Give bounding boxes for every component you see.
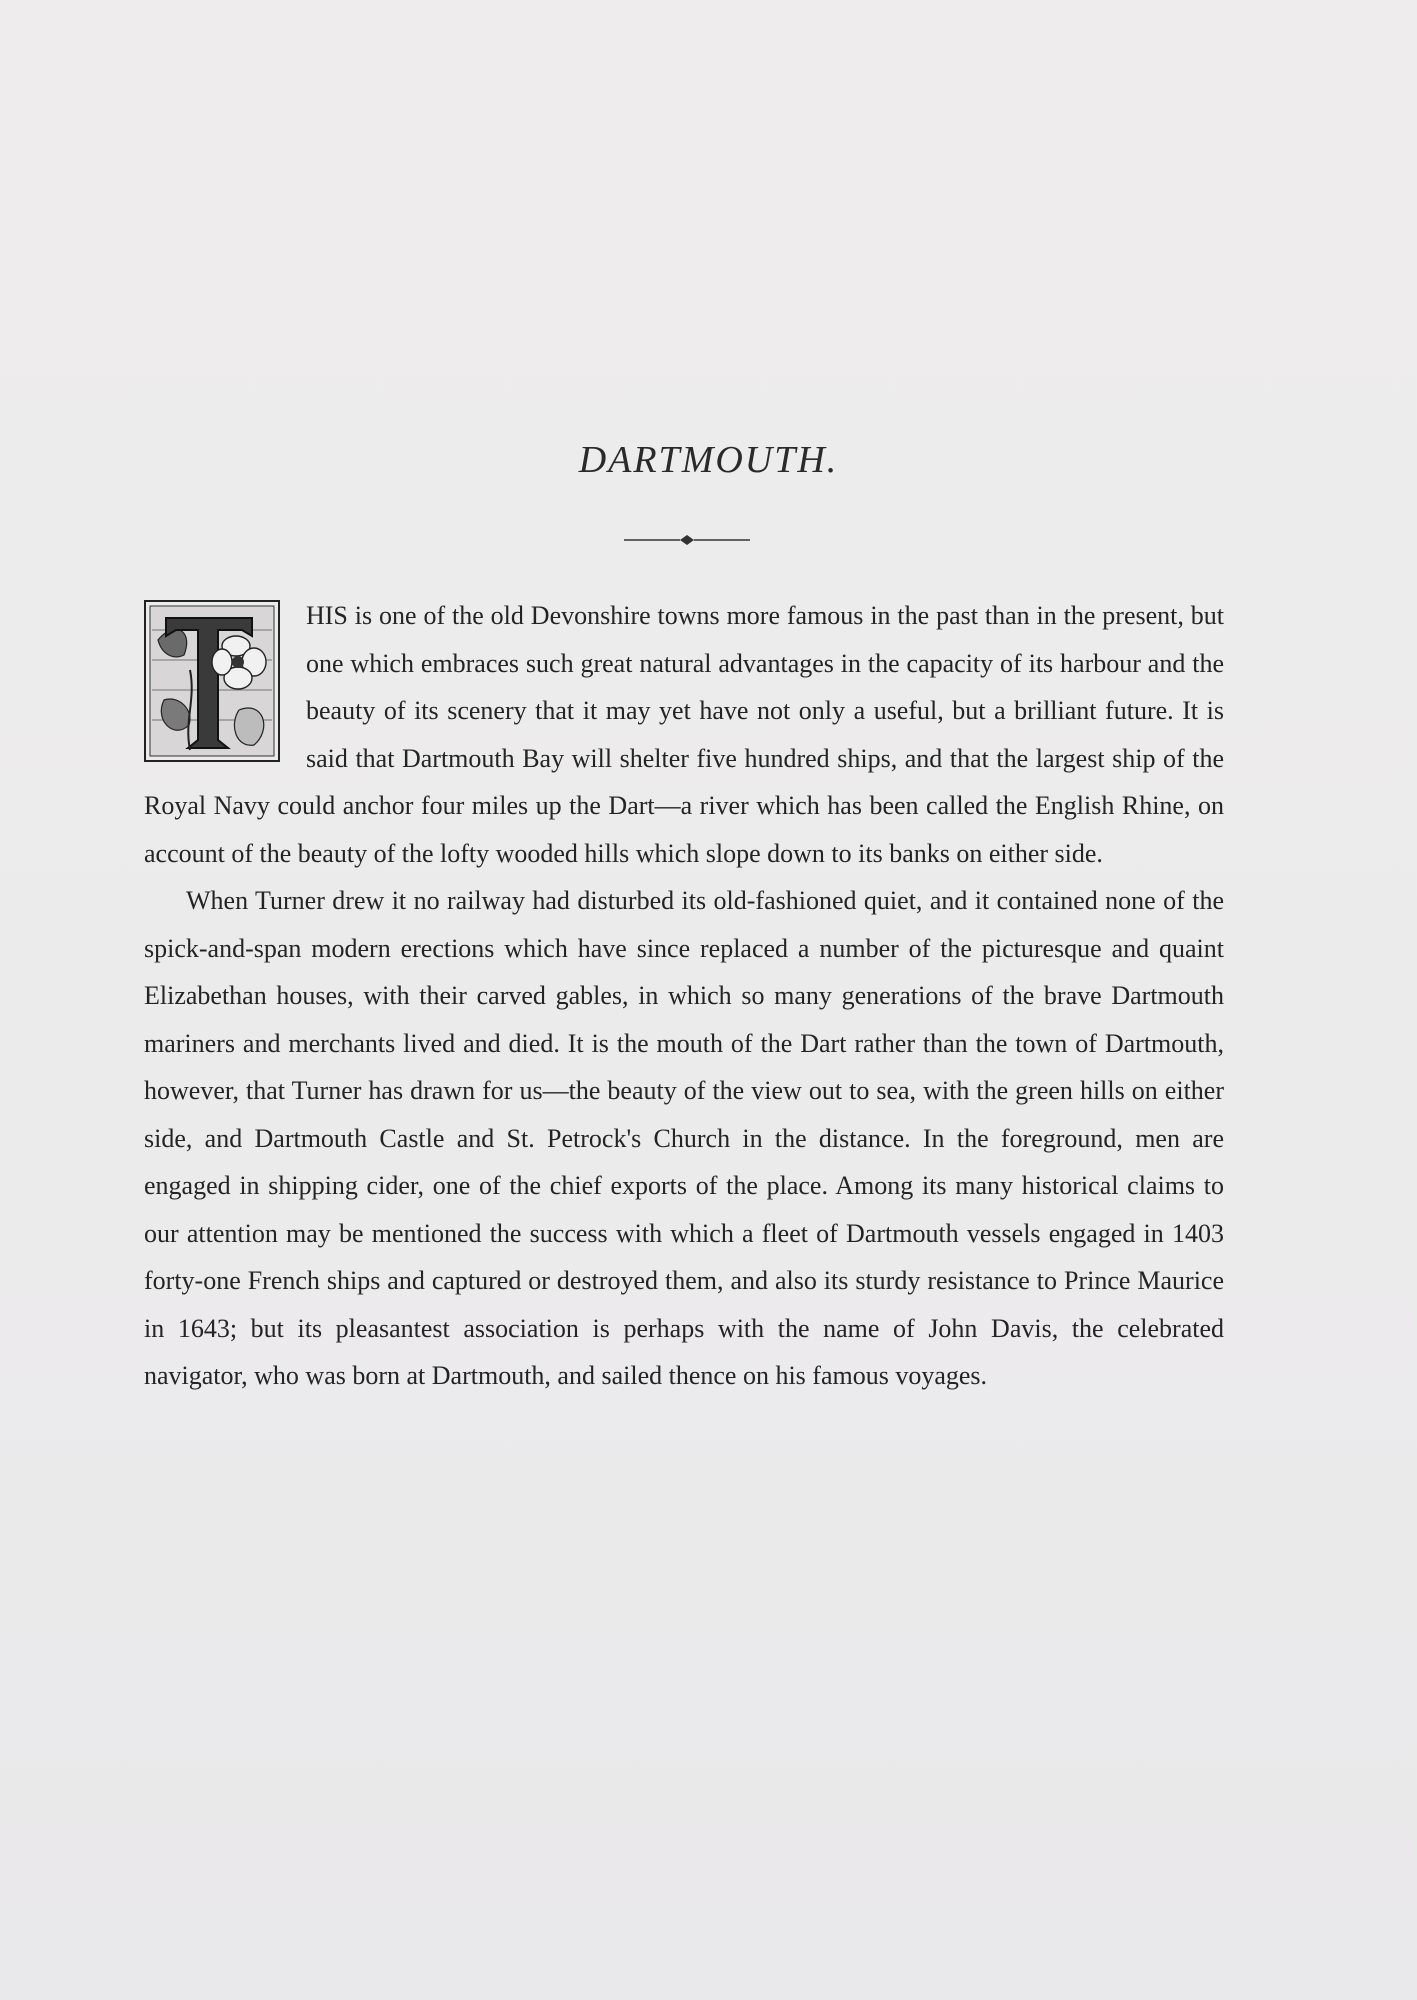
paragraph-1-text: is one of the old Devonshire towns more famous in the past than in the present, but one which embraces such great natural advantages in the capacity of its harbour and the beauty of its scenery that it may yet have not only a useful, but a brilliant future. It is said that Dartmouth Bay will shelter five hundred ships, and that the largest ship of the Royal Navy could anchor four miles up the Dart—a river which has been called the English Rhine, on account of the beauty of the lofty wooded hills which slope down to its banks on either side. <box>144 601 1224 868</box>
floral-dropcap-icon <box>144 600 280 762</box>
body-text <box>144 592 1224 1400</box>
paragraph-1-lead: HIS <box>306 601 348 630</box>
page-title: DARTMOUTH. <box>578 439 839 481</box>
paragraph-2: When Turner drew it no railway had disturbed its old-fashioned quiet, and it contained none of the spick-and-span modern erections which have since replaced a number of the picturesque and quaint Elizabethan houses, with their carved gables, in which so many generations of the brave Dartmouth mariners and merchants lived and died. It is the mouth of the Dart rather than the town of Dartmouth, however, that Turner has drawn for us—the beauty of the view out to sea, with the green hills on either side, and Dartmouth Castle and St. Petrock's Church in the distance. In the foreground, men are engaged in shipping cider, one of the chief exports of the place. Among its many historical claims to our attention may be mentioned the success with which a fleet of Dartmouth vessels engaged in 1403 forty-one French ships and captured or destroyed them, and also its sturdy resistance to Prince Maurice in 1643; but its pleasantest association is perhaps with the name of John Davis, the celebrated navigator, who was born at Dartmouth, and sailed thence on his famous voyages. <box>144 886 1224 1390</box>
paragraph-1 <box>144 592 1224 877</box>
rule-diamond-ornament-icon <box>624 530 750 550</box>
